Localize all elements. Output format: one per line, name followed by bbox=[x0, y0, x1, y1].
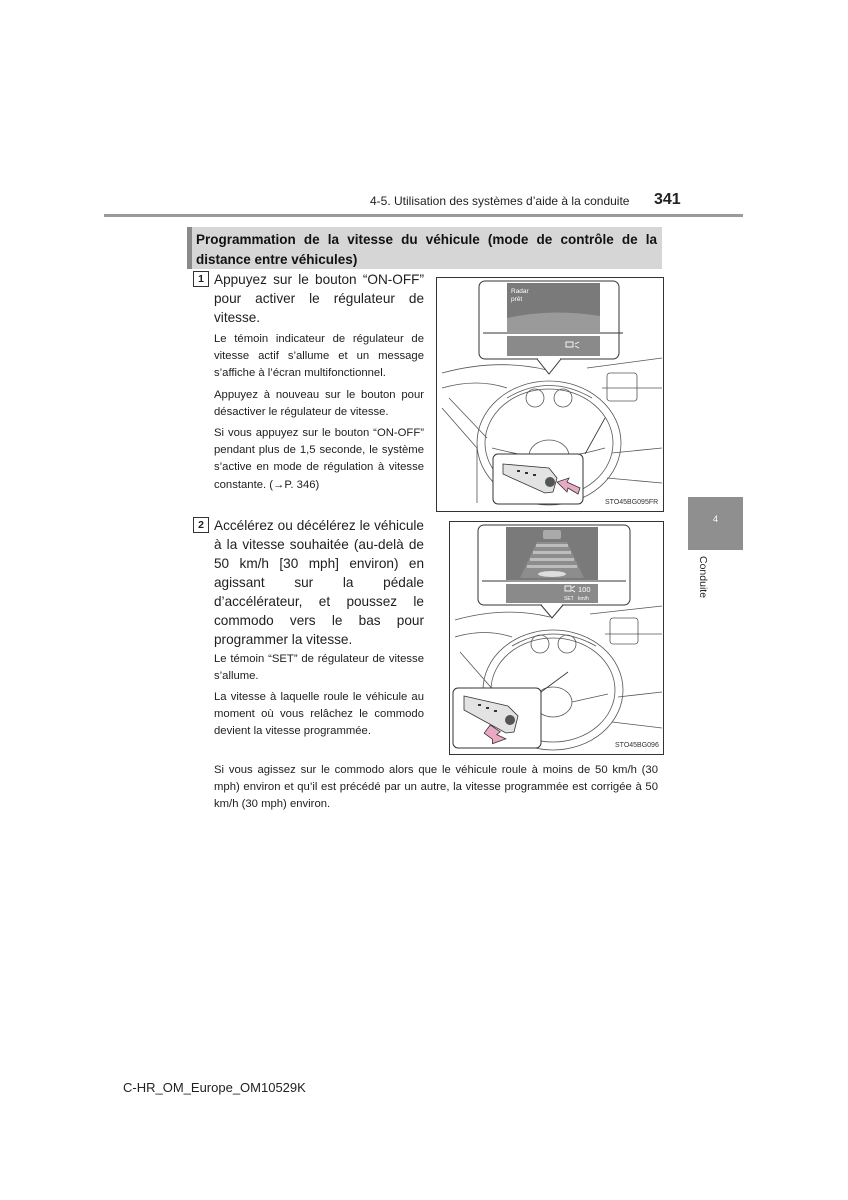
header-divider bbox=[104, 214, 743, 217]
section-title: Programmation de la vitesse du véhicule (mode de contrôle de la distance entre véhicules) bbox=[187, 227, 662, 269]
document-footer: C-HR_OM_Europe_OM10529K bbox=[123, 1080, 306, 1095]
step-2-note-2: La vitesse à laquelle roule le véhicule au moment où vous relâchez le commodo devient la vitesse programmée. bbox=[214, 691, 424, 738]
step-1-note-1: Le témoin indicateur de régulateur de vitesse actif s’allume et un message s’affiche à l’écran multifonctionnel. bbox=[214, 333, 424, 380]
page-number: 341 bbox=[654, 191, 681, 208]
set-speed-value: 100 bbox=[578, 585, 591, 594]
figure-steering-wheel-set bbox=[449, 521, 664, 755]
figure-2-code: STO45BG096 bbox=[615, 742, 659, 749]
figure-steering-wheel-onoff bbox=[436, 277, 664, 512]
step-2-note-1: Le témoin “SET” de régulateur de vitesse s’allume. bbox=[214, 653, 424, 683]
step-1-note-2: Appuyez à nouveau sur le bouton pour désactiver le régulateur de vitesse. bbox=[214, 389, 424, 419]
speed-unit: km/h bbox=[578, 596, 589, 602]
title-accent-bar bbox=[187, 227, 192, 269]
chapter-label: Conduite bbox=[697, 556, 709, 599]
step-number-2: 2 bbox=[193, 517, 209, 533]
section-header: 4-5. Utilisation des systèmes d’aide à la conduite bbox=[370, 194, 630, 208]
step-number-1: 1 bbox=[193, 271, 209, 287]
step-1-text: Appuyez sur le bouton “ON-OFF” pour activer le régulateur de vitesse. bbox=[214, 272, 424, 325]
chapter-tab: 4 bbox=[688, 497, 743, 550]
bottom-note: Si vous agissez sur le commodo alors que le véhicule roule à moins de 50 km/h (30 mph) environ et qu’il est précédé par un autre, la vitesse programmée est corrigée à 50 km/h (30 mph) environ. bbox=[214, 764, 658, 811]
figure-1-code: STO45BG095FR bbox=[605, 499, 659, 506]
set-indicator: SET bbox=[564, 596, 574, 602]
step-2-text: Accélérez ou décélérez le véhicule à la vitesse souhaitée (au-delà de 50 km/h [30 mph] environ) en agissant sur la pédale d’accélérateur, et poussez le commodo vers le bas pour programmer la vitesse. bbox=[214, 518, 424, 647]
display-text-line2: prêt bbox=[511, 296, 523, 303]
display-text-line1: Radar bbox=[511, 288, 529, 295]
step-1-note-3: Si vous appuyez sur le bouton “ON-OFF” pendant plus de 1,5 seconde, le système s’active en mode de régulation à vitesse constante. (→P. 346) bbox=[214, 427, 424, 491]
